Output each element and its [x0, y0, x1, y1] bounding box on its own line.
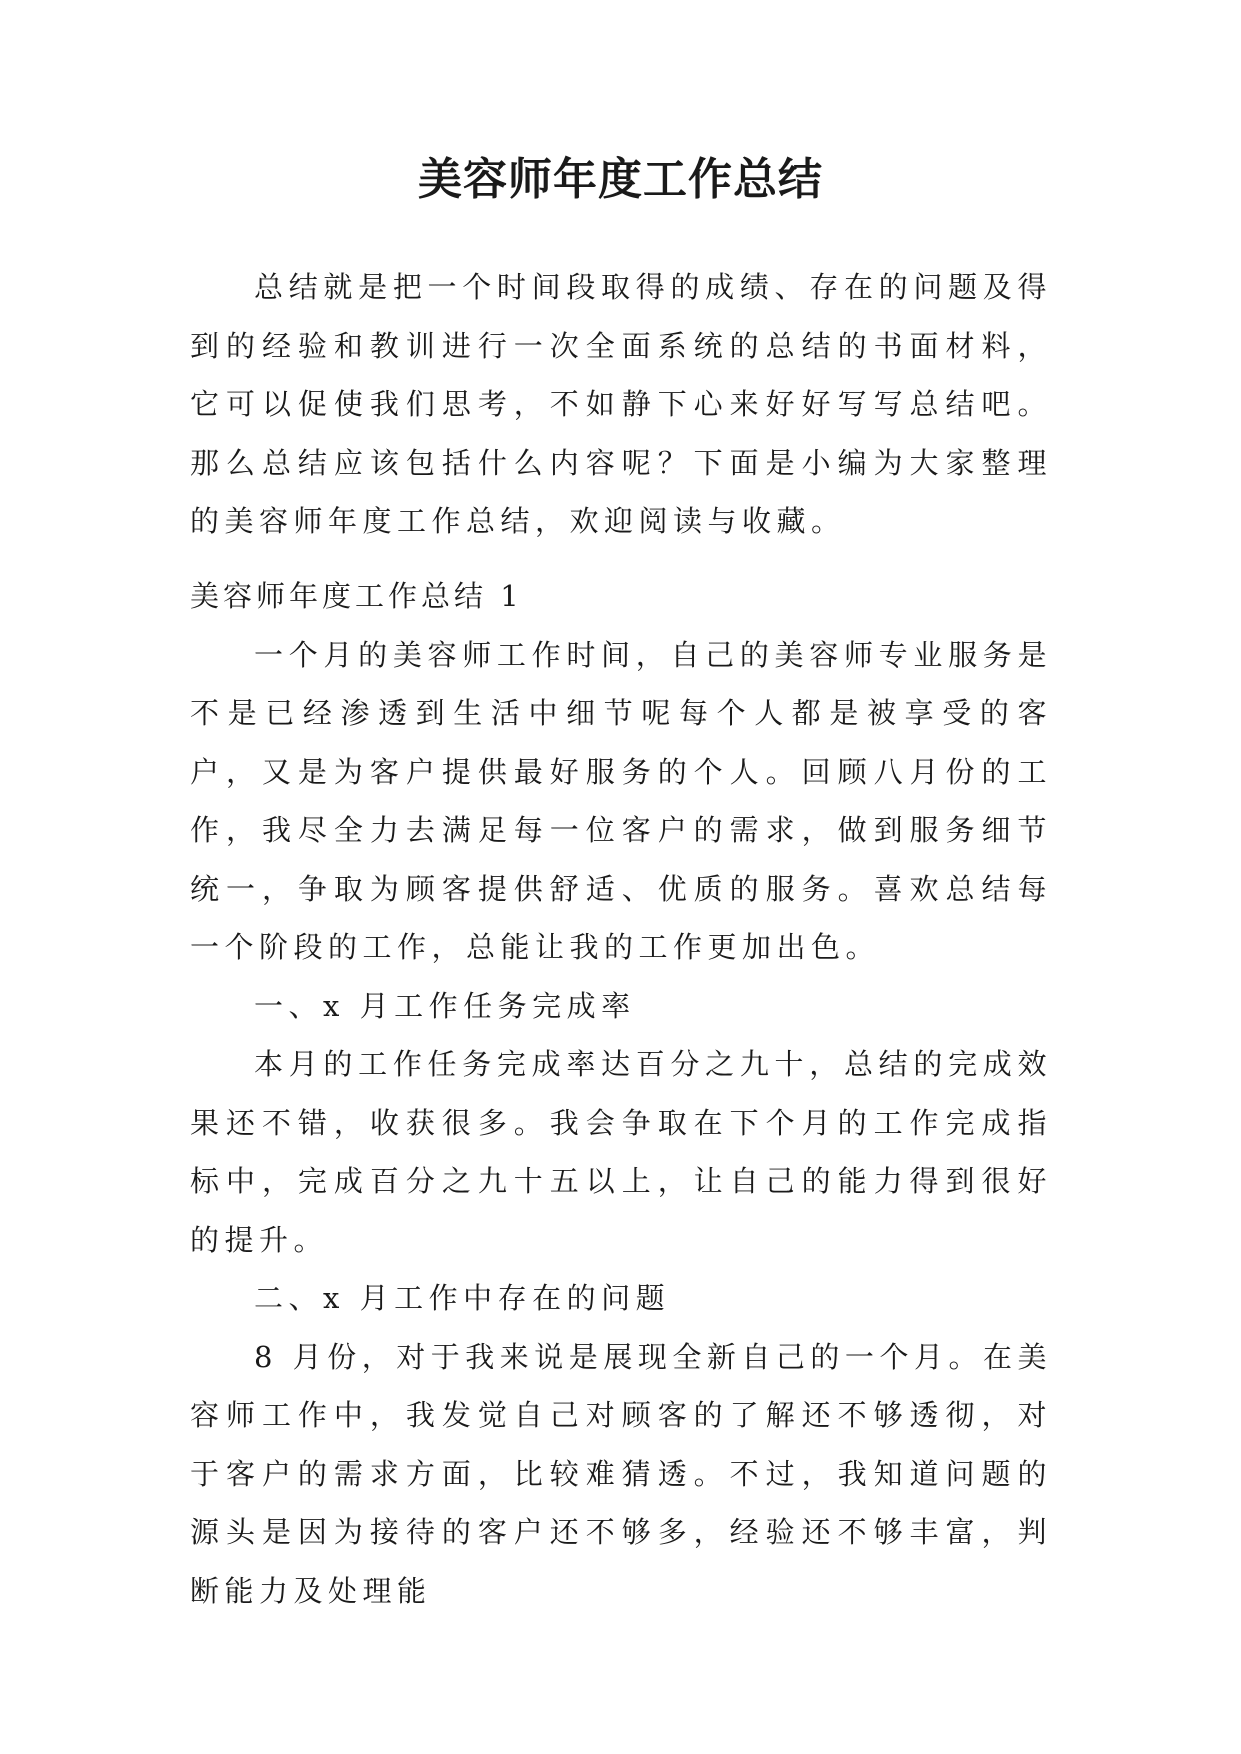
subheading: 一、x 月工作任务完成率 [254, 988, 636, 1023]
paragraph: 本月的工作任务完成率达百分之九十，总结的完成效果还不错，收获很多。我会争取在下个月的工作完成指标中，完成百分之九十五以上，让自己的能力得到很好的提升。 [190, 1047, 1052, 1257]
subheading: 二、x 月工作中存在的问题 [254, 1281, 671, 1315]
document-title: 美容师年度工作总结 [418, 154, 823, 205]
paragraph: 8 月份，对于我来说是展现全新自己的一个月。在美容师工作中，我发觉自己对顾客的了解还不够透彻，对于客户的需求方面，比较难猜透。不过，我知道问题的源头是因为接待的客户还不够多，经验还不够丰富，判断能力及处理能 [190, 1339, 1052, 1608]
intro-block [190, 258, 1052, 551]
paragraph: 一个月的美容师工作时间，自己的美容师专业服务是不是已经渗透到生活中细节呢每个人都是被享受的客户，又是为客户提供最好服务的个人。回顾八月份的工作，我尽全力去满足每一位客户的需求，做到服务细节统一，争取为顾客提供舒适、优质的服务。喜欢总结每一个阶段的工作，总能让我的工作更加出色。 [190, 637, 1052, 964]
intro-paragraph: 总结就是把一个时间段取得的成绩、存在的问题及得到的经验和教训进行一次全面系统的总结的书面材料，它可以促使我们思考，不如静下心来好好写写总结吧。那么总结应该包括什么内容呢？下面是小编为大家整理的美容师年度工作总结，欢迎阅读与收藏。 [190, 270, 1052, 538]
section-heading: 美容师年度工作总结 1 [190, 579, 523, 613]
section-1 [190, 567, 1052, 1620]
